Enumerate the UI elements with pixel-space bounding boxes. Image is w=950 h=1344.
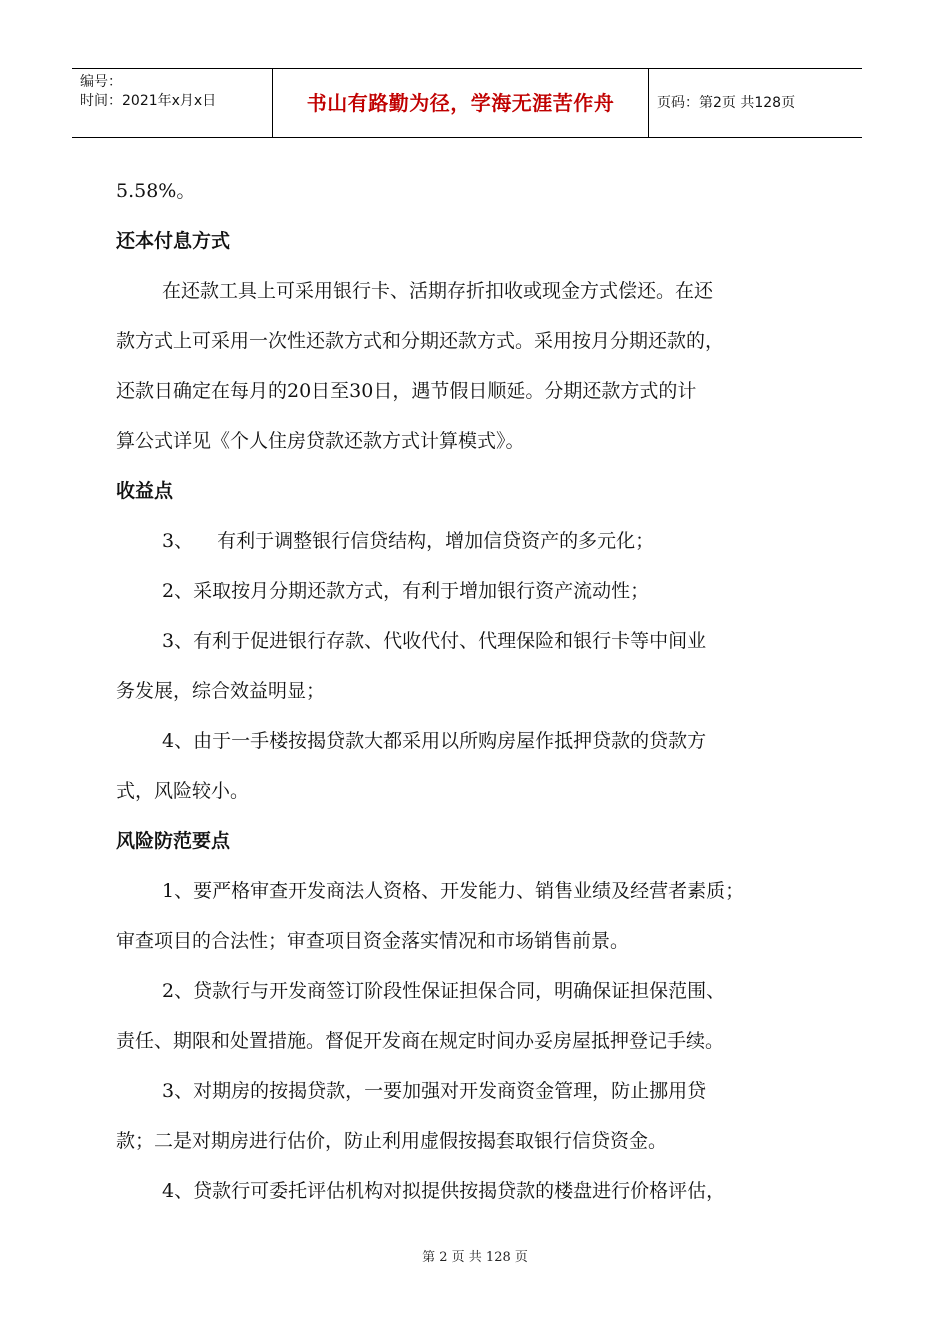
list-item: 3、有利于促进银行存款、代收代付、代理保险和银行卡等中间业 [162, 630, 707, 652]
list-item: 2、采取按月分期还款方式，有利于增加银行资产流动性； [162, 580, 650, 602]
header-motto: 书山有路勤为径，学海无涯苦作舟 [273, 69, 649, 137]
list-item: 3、对期房的按揭贷款，一要加强对开发商资金管理，防止挪用贷 [162, 1080, 707, 1102]
header-page-info: 页码：第2页 共128页 [657, 95, 796, 111]
list-item: 2、贷款行与开发商签订阶段性保证担保合同，明确保证担保范围、 [162, 980, 726, 1002]
list-item-continuation: 责任、期限和处置措施。督促开发商在规定时间办妥房屋抵押登记手续。 [116, 1030, 725, 1052]
list-item: 4、贷款行可委托评估机构对拟提供按揭贷款的楼盘进行价格评估， [162, 1180, 726, 1202]
document-header [72, 68, 862, 138]
body-line-rate: 5.58%。 [116, 180, 196, 202]
list-item-continuation: 款；二是对期房进行估价，防止利用虚假按揭套取银行信贷资金。 [116, 1130, 668, 1152]
list-item-continuation: 务发展，综合效益明显； [116, 680, 326, 702]
list-item-number: 3、 [162, 530, 194, 552]
header-meta-cell [72, 69, 273, 137]
section-heading-risk: 风险防范要点 [116, 830, 231, 852]
paragraph-line: 还款日确定在每月的20日至30日，遇节假日顺延。分期还款方式的计 [116, 380, 697, 402]
page-footer: 第 2 页 共 128 页 [422, 1250, 528, 1265]
paragraph-line: 在还款工具上可采用银行卡、活期存折扣收或现金方式偿还。在还 [162, 280, 714, 302]
paragraph-line: 算公式详见《个人住房贷款还款方式计算模式》。 [116, 430, 525, 452]
document-number-label: 编号： [80, 74, 122, 90]
list-item [116, 516, 831, 566]
list-item-continuation: 审查项目的合法性；审查项目资金落实情况和市场销售前景。 [116, 930, 630, 952]
list-item-continuation: 式，风险较小。 [116, 780, 250, 802]
document-body [116, 166, 831, 1216]
list-item: 1、要严格审查开发商法人资格、开发能力、销售业绩及经营者素质； [162, 880, 745, 902]
list-item: 4、由于一手楼按揭贷款大都采用以所购房屋作抵押贷款的贷款方 [162, 730, 707, 752]
section-heading-benefits: 收益点 [116, 480, 174, 502]
section-heading-repayment: 还本付息方式 [116, 230, 231, 252]
list-item-text: 有利于调整银行信贷结构，增加信贷资产的多元化； [217, 530, 655, 552]
document-time-label: 时间：2021年x月x日 [80, 93, 217, 109]
paragraph-line: 款方式上可采用一次性还款方式和分期还款方式。采用按月分期还款的， [116, 330, 725, 352]
